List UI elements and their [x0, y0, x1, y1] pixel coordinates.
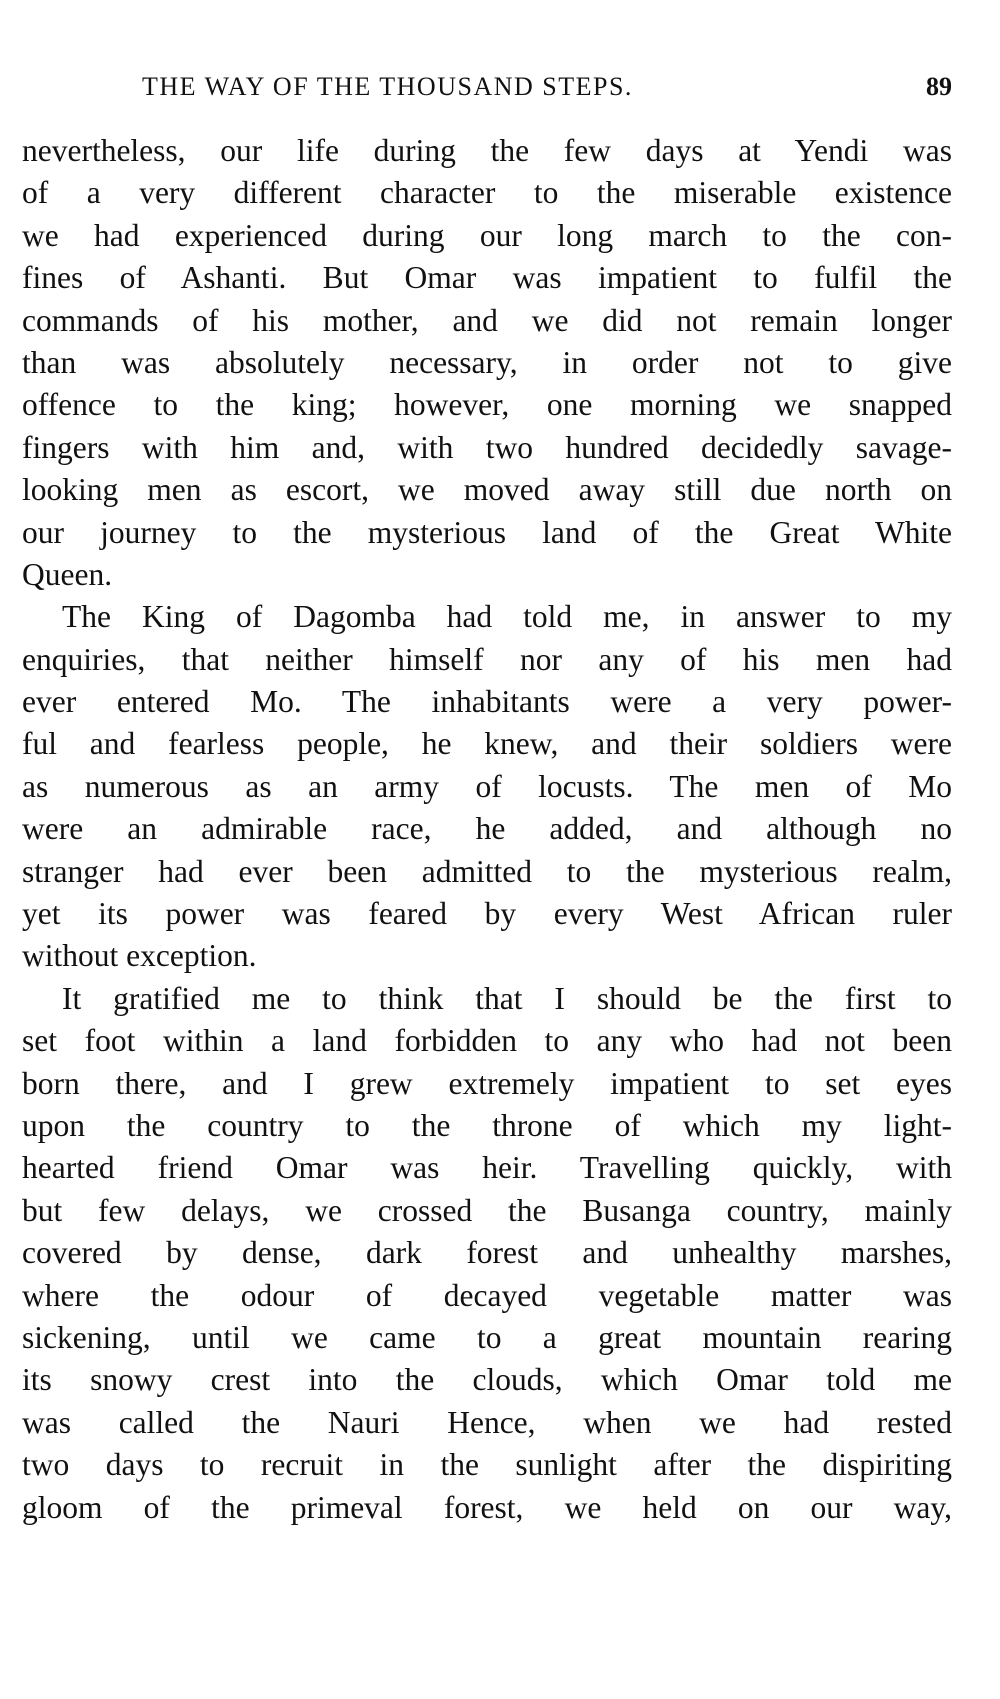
text-line: but few delays, we crossed the Busanga country, mainly: [22, 1192, 952, 1228]
text-line: offence to the king; however, one morning we snapped: [22, 387, 952, 423]
text-line: enquiries, that neither himself nor any of his men had: [22, 641, 952, 677]
text-line: its snowy crest into the clouds, which Omar told me: [22, 1362, 952, 1398]
text-line: fines of Ashanti. But Omar was impatient to fulfil the: [22, 260, 952, 296]
text-line: of a very different character to the miserable existence: [22, 175, 952, 211]
text-line: fingers with him and, with two hundred decidedly savage-: [22, 429, 952, 465]
text-line: were an admirable race, he added, and although no: [22, 811, 952, 847]
text-line: without exception.: [22, 938, 257, 974]
text-line: we had experienced during our long march to the con-: [22, 217, 952, 253]
text-line: ever entered Mo. The inhabitants were a very power-: [22, 684, 952, 720]
running-header: [22, 72, 952, 112]
text-line: our journey to the mysterious land of the Great White: [22, 514, 952, 550]
text-line: upon the country to the throne of which my light-: [22, 1107, 952, 1143]
text-line: gloom of the primeval forest, we held on our way,: [22, 1489, 952, 1525]
text-line: sickening, until we came to a great mountain rearing: [22, 1319, 952, 1355]
text-line: looking men as escort, we moved away still due north on: [22, 472, 952, 508]
paragraph-first-line: The King of Dagomba had told me, in answer to my: [62, 599, 952, 635]
text-line: nevertheless, our life during the few days at Yendi was: [22, 133, 952, 168]
text-line: set foot within a land forbidden to any who had not been: [22, 1023, 952, 1059]
text-line: born there, and I grew extremely impatient to set eyes: [22, 1065, 952, 1101]
body-text: [22, 130, 952, 1529]
text-line: was called the Nauri Hence, when we had rested: [22, 1404, 952, 1440]
text-line: where the odour of decayed vegetable matter was: [22, 1277, 952, 1313]
text-line: Queen.: [22, 556, 113, 592]
text-line: two days to recruit in the sunlight after the dispiriting: [22, 1447, 952, 1483]
page-number: 89: [926, 72, 952, 101]
text-line: hearted friend Omar was heir. Travelling quickly, with: [22, 1150, 952, 1186]
text-line: as numerous as an army of locusts. The men of Mo: [22, 768, 952, 804]
text-line: covered by dense, dark forest and unhealthy marshes,: [22, 1235, 952, 1271]
text-line: yet its power was feared by every West African ruler: [22, 896, 952, 932]
text-line: stranger had ever been admitted to the mysterious realm,: [22, 853, 952, 889]
text-line: than was absolutely necessary, in order not to give: [22, 344, 952, 380]
running-title: THE WAY OF THE THOUSAND STEPS.: [142, 72, 633, 101]
paragraph-first-line: It gratified me to think that I should be the first to: [62, 980, 952, 1016]
text-line: ful and fearless people, he knew, and their soldiers were: [22, 726, 952, 762]
text-line: commands of his mother, and we did not remain longer: [22, 302, 952, 338]
